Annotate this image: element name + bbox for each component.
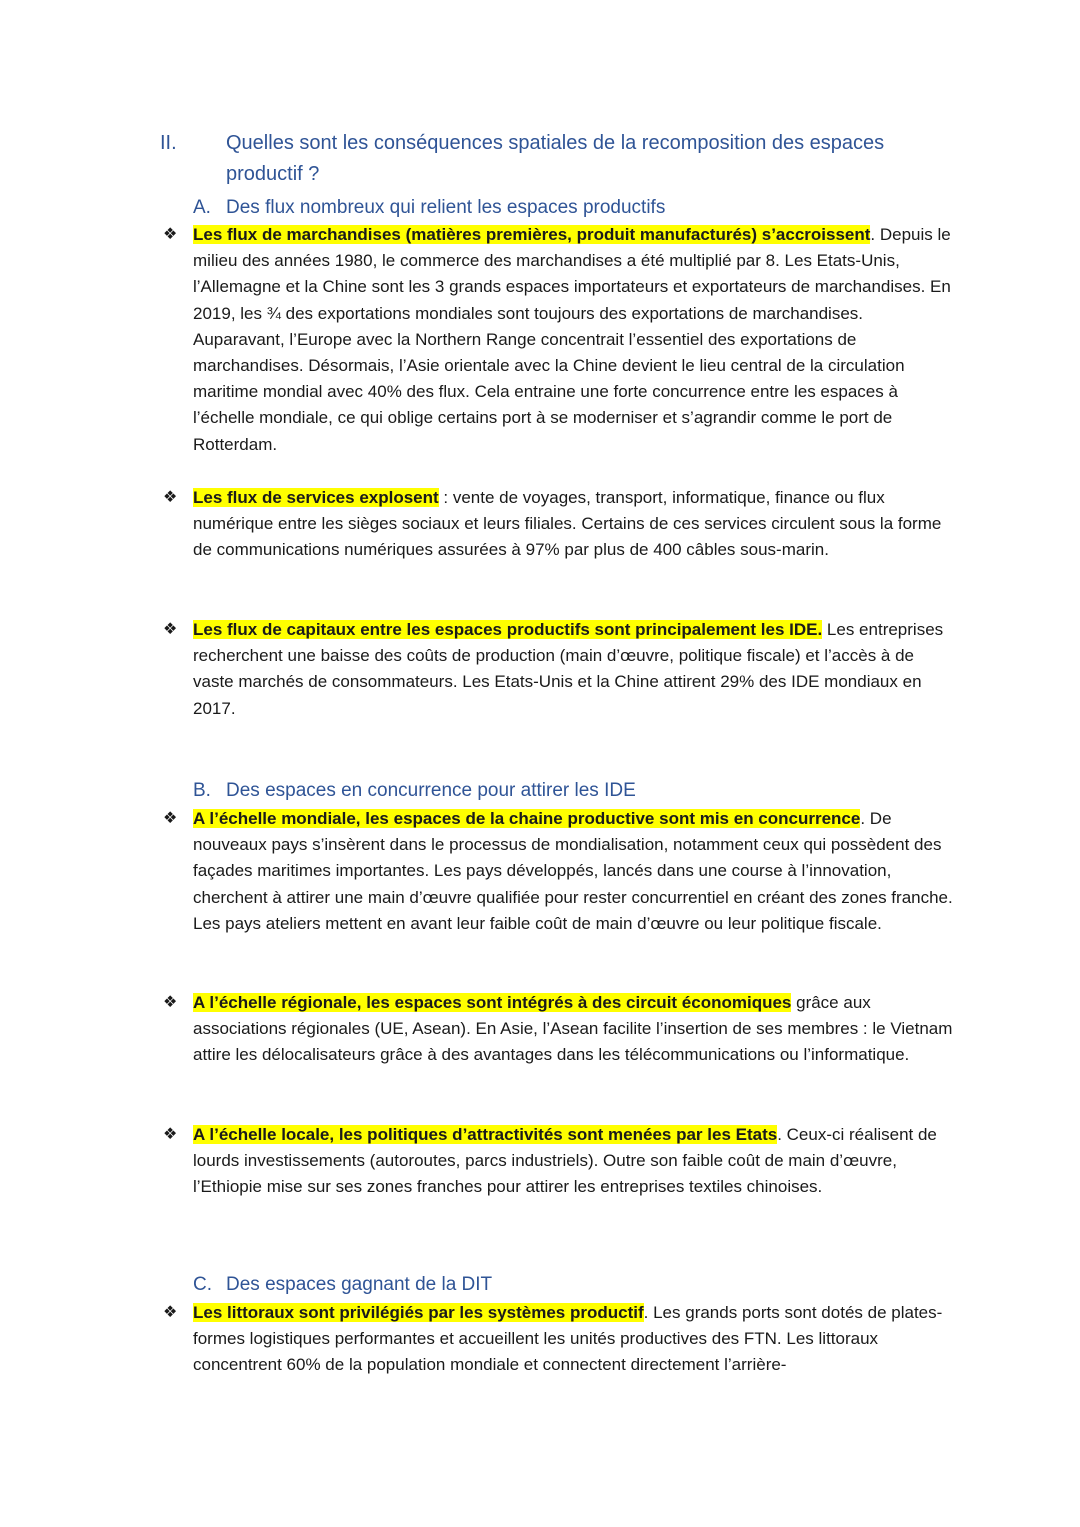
paragraph-text: . De nouveaux pays s’insèrent dans le processus de mondialisation, notamment ceux qui possèdent des façades maritimes importantes. Les pays développés, lancés dans une course à l’innovation, cherchent à attirer une main d’œuvre qualifiée pour rester concurrentiel en créant des zones franche. Les pays ateliers mettent en avant leur faible coût de main d’œuvre ou leur politique fiscale. [193,809,953,933]
paragraph-text: . Depuis le milieu des années 1980, le commerce des marchandises a été multiplié par 8. Les Etats-Unis, l’Allemagne et la Chine sont les 3 grands espaces importateurs et exportateurs de marchandises. En 2019, les ¾ des exportations mondiales sont toujours des exportations de marchandises. Auparavant, l’Europe avec la Northern Range concentrait l’essentiel des exportations de marchandises. Désormais, l’Asie orientale avec la Chine devient le lieu central de la circulation maritime mondial avec 40% des flux. Cela entraine une forte concurrence entre les espaces à l’échelle mondiale, ce qui oblige certains port à se moderniser et s’agrandir comme le port de Rotterdam. [193,225,951,454]
highlighted-statement: Les littoraux sont privilégiés par les systèmes productif [193,1303,644,1322]
highlighted-statement: A l’échelle mondiale, les espaces de la chaine productive sont mis en concurrence [193,809,861,828]
section-title: Quelles sont les conséquences spatiales de la recomposition des espaces productif ? [226,132,885,185]
diamond-bullet-icon: ❖ [163,810,178,827]
diamond-bullet-icon: ❖ [163,226,178,243]
subsection-title: Des flux nombreux qui relient les espaces productifs [226,197,666,218]
paragraph-bullet [163,806,953,937]
section-heading [160,128,940,190]
section-number: II. [160,132,177,154]
paragraph-bullet [163,990,953,1069]
highlighted-statement: A l’échelle régionale, les espaces sont intégrés à des circuit économiques [193,993,792,1012]
paragraph-text: : vente de voyages, transport, informatique, finance ou flux numérique entre les sièges sociaux et leurs filiales. Certains de ces services circulent sous la forme de communications numériques assurées à 97% par plus de 400 câbles sous-marin. [193,488,942,560]
diamond-bullet-icon: ❖ [163,489,178,506]
highlighted-statement: Les flux de capitaux entre les espaces productifs sont principalement les IDE. [193,620,823,639]
paragraph-bullet [163,222,953,458]
subsection-letter: B. [193,780,211,801]
subsection-letter: A. [193,197,211,218]
diamond-bullet-icon: ❖ [163,1304,178,1321]
highlighted-statement: Les flux de marchandises (matières premières, produit manufacturés) s’accroissent [193,225,871,244]
paragraph-text: grâce aux associations régionales (UE, Asean). En Asie, l’Asean facilite l’insertion de ses membres : le Vietnam attire les délocalisateurs grâce à des avantages dans les télécommunications ou l’informatique. [193,993,953,1065]
paragraph-bullet [163,1300,953,1379]
paragraph-text: . Ceux-ci réalisent de lourds investissements (autoroutes, parcs industriels). Outre son faible coût de main d’œuvre, l’Ethiopie mise sur ses zones franches pour attirer les entreprises textiles chinoises. [193,1125,937,1197]
subsection-title: Des espaces gagnant de la DIT [226,1274,493,1295]
paragraph-bullet [163,1122,953,1201]
subsection-heading-c [193,1272,492,1298]
paragraph-bullet [163,485,953,564]
subsection-title: Des espaces en concurrence pour attirer les IDE [226,780,636,801]
diamond-bullet-icon: ❖ [163,621,178,638]
subsection-letter: C. [193,1274,212,1295]
highlighted-statement: A l’échelle locale, les politiques d’attractivités sont menées par les Etats [193,1125,778,1144]
subsection-heading-b [193,778,636,804]
diamond-bullet-icon: ❖ [163,994,178,1011]
subsection-heading-a [193,195,665,221]
paragraph-text: Les entreprises recherchent une baisse des coûts de production (main d’œuvre, politique fiscale) et l’accès à de vaste marchés de consommateurs. Les Etats-Unis et la Chine attirent 29% des IDE mondiaux en 2017. [193,620,944,718]
highlighted-statement: Les flux de services explosent [193,488,439,507]
paragraph-text: . Les grands ports sont dotés de plates-formes logistiques performantes et accueillent les unités productives des FTN. Les littoraux concentrent 60% de la population mondiale et connectent directement l’arrière- [193,1303,943,1375]
diamond-bullet-icon: ❖ [163,1126,178,1143]
paragraph-bullet [163,617,953,722]
